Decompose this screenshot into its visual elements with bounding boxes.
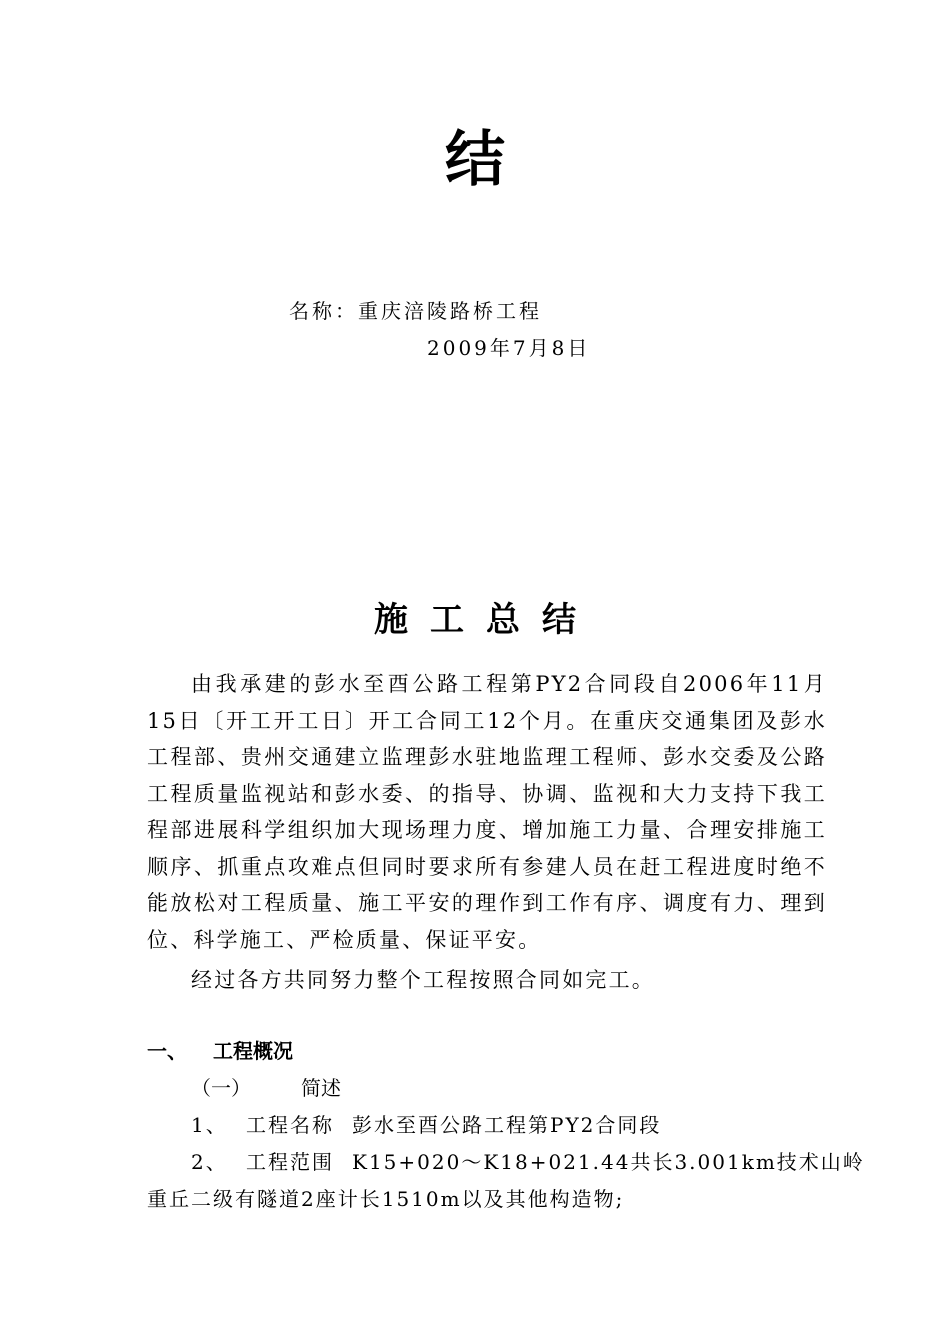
section-title: 工程概况 bbox=[213, 1039, 293, 1063]
list-item-value: 彭水至酉公路工程第PY2合同段 bbox=[352, 1113, 662, 1137]
section-number: 一、 bbox=[147, 1039, 187, 1063]
list-item-value: K15+020～K18+021.44共长3.001km技术山岭 bbox=[352, 1150, 865, 1174]
project-name-value: 重庆涪陵路桥工程 bbox=[358, 299, 542, 323]
subsection-title: 简述 bbox=[301, 1076, 341, 1100]
intro-paragraph: 由我承建的彭水至酉公路工程第PY2合同段自2006年11月15日〔开工开工日〕开工合同工12个月。在重庆交通集团及彭水工程部、贵州交通建立监理彭水驻地监理工程师、彭水交委及公路工程质量监视站和彭水委、的指导、协调、监视和大力支持下我工程部进展科学组织加大现场理力度、增加施工力量、合理安排施工顺序、抓重点攻难点但同时要求所有参建人员在赶工程进度时绝不能放松对工程质量、施工平安的理作到工作有序、调度有力、理到位、科学施工、严检质量、保证平安。 bbox=[147, 672, 827, 952]
list-item bbox=[191, 1144, 865, 1181]
list-item-label: 工程范围 bbox=[246, 1150, 334, 1174]
project-name-line bbox=[289, 297, 542, 325]
subsection-number: （一） bbox=[191, 1076, 251, 1100]
completion-paragraph: 经过各方共同努力整个工程按照合同如完工。 bbox=[191, 968, 655, 992]
section-heading bbox=[147, 1036, 293, 1066]
document-date: 2009年7月8日 bbox=[427, 336, 591, 360]
list-item-label: 工程名称 bbox=[246, 1113, 334, 1137]
list-item bbox=[191, 1107, 661, 1144]
cover-title-character: 结 bbox=[445, 125, 505, 195]
list-item-number: 2、 bbox=[191, 1150, 228, 1174]
project-name-label: 名称： bbox=[289, 299, 358, 323]
report-title: 施工总结 bbox=[374, 600, 598, 640]
list-item-continuation: 重丘二级有隧道2座计长1510m以及其他构造物; bbox=[147, 1187, 625, 1211]
list-item-number: 1、 bbox=[191, 1113, 228, 1137]
subsection-heading bbox=[191, 1073, 341, 1103]
